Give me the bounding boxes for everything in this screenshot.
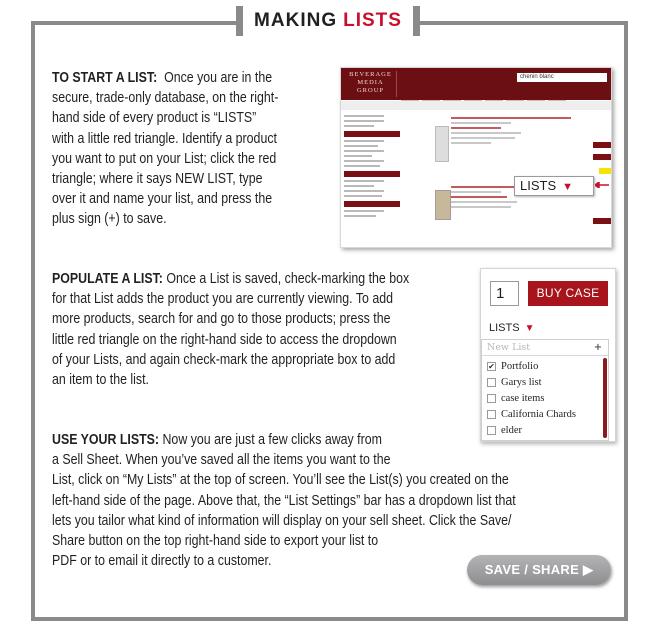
section-use-heading: USE YOUR LISTS: <box>52 432 160 448</box>
section-start-line-7: over it and name your list, and press the <box>52 191 273 208</box>
section-start-line-4: with a little red triangle. Identify a product <box>52 130 277 147</box>
section-start-line-1: TO START A LIST: Once you are in the <box>52 70 273 86</box>
buy-button[interactable] <box>593 154 611 160</box>
section-use-line-3: List, click on “My Lists” at the top of screen. You’ll see the List(s) you created on the <box>52 472 509 489</box>
checkbox-checked[interactable]: ✔ <box>488 362 495 371</box>
section-populate-line-2: for that List adds the product you are currently viewing. To add <box>52 291 394 308</box>
list-item[interactable]: elder <box>487 423 522 438</box>
section-use-line-7: PDF or to email it directly to a customer. <box>52 553 272 570</box>
section-use-line-4: left-hand side of the page. Above that, the “List Settings” bar has a dropdown list that <box>52 492 516 509</box>
section-populate-line-1: POPULATE A LIST: Once a List is saved, check-marking the box <box>52 271 410 287</box>
section-populate-line-4: little red triangle on the right-hand side to access the dropdown <box>52 331 397 348</box>
buy-case-button[interactable]: BUY CASE <box>528 281 608 306</box>
section-start-heading: TO START A LIST: <box>52 70 158 86</box>
site-header <box>341 68 612 100</box>
database-screenshot <box>340 67 612 248</box>
arrow-icon <box>595 182 609 188</box>
section-start-line-6: triangle; where it says NEW LIST, type <box>52 171 263 188</box>
buy-button[interactable] <box>593 218 611 224</box>
lists-callout[interactable]: LISTS ▼ <box>514 176 594 196</box>
section-populate-a-list <box>52 269 409 390</box>
dropdown-scrollbar[interactable] <box>603 358 607 438</box>
callout-tag <box>599 168 611 174</box>
new-list-input[interactable]: New List + <box>482 340 608 356</box>
section-use-your-lists <box>52 430 516 571</box>
quantity-input[interactable]: 1 <box>490 281 519 306</box>
filter-sidebar <box>344 112 400 247</box>
section-populate-line-6: an item to the list. <box>52 372 149 389</box>
section-populate-heading: POPULATE A LIST: <box>52 271 163 287</box>
checkbox[interactable] <box>487 410 496 419</box>
title-part-lists: LISTS <box>343 10 402 31</box>
buy-button[interactable] <box>593 142 611 148</box>
red-triangle-icon[interactable]: ▼ <box>562 181 574 193</box>
results-bar <box>341 101 612 110</box>
list-item[interactable]: California Chards <box>487 407 576 422</box>
section-use-line-6: Share button on the top right-hand side to export your list to <box>52 533 379 550</box>
section-use-line-5: lets you tailor what kind of information will display on your sell sheet. Click the Save/ <box>52 512 512 529</box>
section-start-line-2: secure, trade-only database, on the right- <box>52 90 279 107</box>
red-triangle-icon[interactable]: ▼ <box>524 323 535 334</box>
plus-icon[interactable]: + <box>594 342 602 353</box>
list-item[interactable]: case items <box>487 391 544 406</box>
site-search-input[interactable]: chenin blanc <box>517 73 607 82</box>
section-populate-line-5: of your Lists, and again check-mark the appropriate box to add <box>52 351 396 368</box>
checkbox[interactable] <box>487 394 496 403</box>
section-start-line-5: you want to put on your List; click the red <box>52 150 277 167</box>
lists-dropdown <box>481 339 609 441</box>
checkbox[interactable] <box>487 426 496 435</box>
section-start-a-list <box>52 68 278 230</box>
site-nav <box>401 92 611 98</box>
section-start-line-8: plus sign (+) to save. <box>52 211 167 228</box>
section-use-line-2: a Sell Sheet. When you’ve saved all the items you want to the <box>52 452 391 469</box>
section-populate-line-3: more products, search for and go to those products; press the <box>52 311 391 328</box>
section-use-line-1: USE YOUR LISTS: Now you are just a few clicks away from <box>52 432 382 448</box>
section-start-line-3: hand side of every product is “LISTS” <box>52 110 257 127</box>
list-item[interactable]: Garys list <box>487 375 542 390</box>
lists-toggle[interactable]: LISTS ▼ <box>489 322 535 334</box>
save-share-button[interactable]: SAVE / SHARE ▶ <box>467 555 611 585</box>
page-title <box>236 6 420 36</box>
checkbox[interactable] <box>487 378 496 387</box>
list-item[interactable]: ✔ Portfolio <box>488 361 539 372</box>
lists-dropdown-screenshot <box>480 268 616 442</box>
beverage-media-logo: BEVERAGE MEDIA GROUP <box>345 71 397 97</box>
title-part-making: MAKING <box>254 10 338 31</box>
